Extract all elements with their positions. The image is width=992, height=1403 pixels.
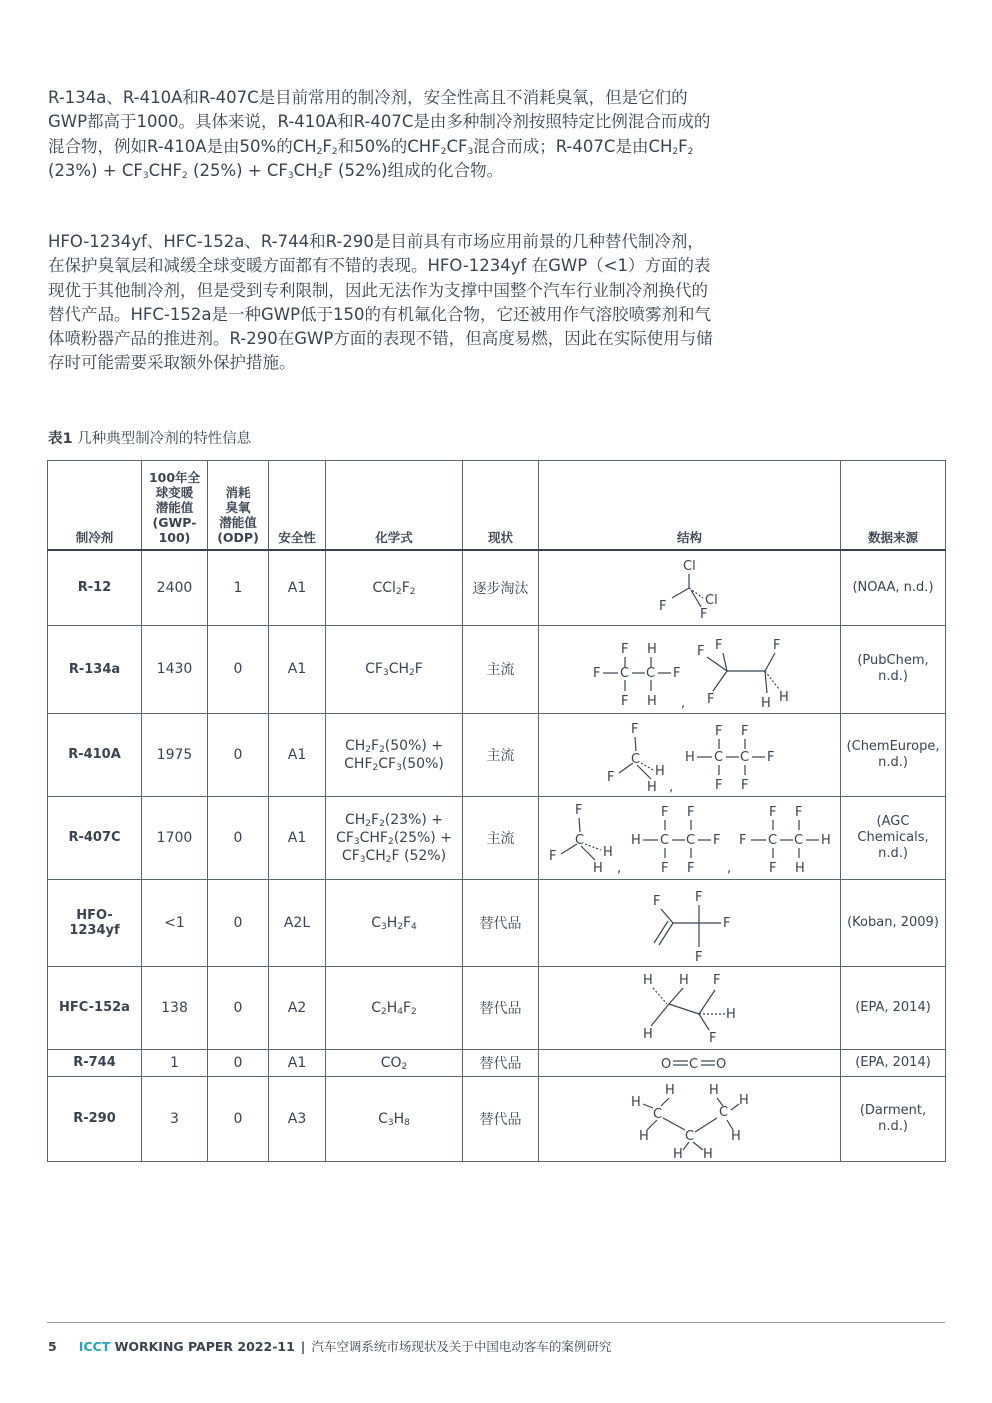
svg-text:H: H <box>639 1128 649 1144</box>
refrigerant-table <box>47 460 946 1162</box>
svg-text:F: F <box>741 777 749 793</box>
svg-text:H: H <box>703 1146 713 1160</box>
svg-text:C: C <box>719 1104 729 1120</box>
svg-text:F: F <box>549 848 557 864</box>
chemical-formula: $C_3H_2F_4$ <box>326 879 463 966</box>
svg-text:,: , <box>669 779 674 795</box>
table-caption-title: 几种典型制冷剂的特性信息 <box>72 431 252 447</box>
svg-text:F: F <box>697 644 705 659</box>
svg-text:H: H <box>647 694 657 709</box>
svg-text:Cl: Cl <box>683 558 696 574</box>
svg-text:F: F <box>715 723 723 739</box>
svg-text:C: C <box>794 832 804 848</box>
svg-text:F: F <box>707 692 715 707</box>
paragraph-intro: R-134a、R-410A和R-407C是目前常用的制冷剂，安全性高且不消耗臭氧，但是它们的GWP都高于1000。具体来说，R-410A和R-407C是由多种制冷剂按照特定比例混合而成的混合物，例如R-410A是由50%的$CH_2F_2$和50%的$CHF_2CF_3$混合而成；R-407C是由$CH_2F_2$ $(23\%) + CF_3CHF_2$ $(25\%) + CF_3CH_2F$ (52%)组成的化合物。 <box>48 88 711 181</box>
status: 主流 <box>463 713 539 796</box>
chemical-formula: $CH_2F_2(50\%)$ + $CHF_2CF_3(50\%)$ <box>326 713 463 796</box>
status: 主流 <box>463 796 539 879</box>
data-source: (PubChem, n.d.) <box>841 625 946 713</box>
odp-value: 0 <box>208 1049 269 1076</box>
structure-r290 <box>539 1076 841 1161</box>
chemical-formula: $C_2H_4F_2$ <box>326 966 463 1049</box>
svg-text:C: C <box>768 832 778 848</box>
svg-text:H: H <box>673 1146 683 1160</box>
svg-text:H: H <box>821 832 831 848</box>
gwp-value: 138 <box>142 966 208 1049</box>
svg-text:C: C <box>620 666 630 681</box>
status: 逐步淘汰 <box>463 550 539 625</box>
svg-text:F: F <box>593 666 601 681</box>
svg-text:F: F <box>739 832 747 848</box>
svg-text:F: F <box>695 889 703 905</box>
status: 替代品 <box>463 1076 539 1161</box>
paragraph-alternatives: HFO-1234yf、HFC-152a、R-744和R-290是目前具有市场应用前景的几种替代制冷剂，在保护臭氧层和减缓全球变暖方面都有不错的表现。HFO-1234yf 在GWP（<1）方面的表现优于其他制冷剂，但是受到专利限制，因此无法作为支撑中国整个汽车行业制冷剂换代的替代产品。HFC-152a是一种GWP低于150的有机氟化合物，它还被用作气溶胶喷雾剂和气体喷粉器产品的推进剂。R-290在GWP方面的表现不错，但高度易燃，因此在实际使用与储存时可能需要采取额外保护措施。 <box>48 232 713 373</box>
svg-text:H: H <box>643 972 653 988</box>
svg-text:H: H <box>647 779 657 795</box>
svg-text:F: F <box>653 893 661 909</box>
svg-text:F: F <box>713 832 721 848</box>
svg-text:H: H <box>685 749 695 765</box>
status: 主流 <box>463 625 539 713</box>
chemical-formula: $C_3H_8$ <box>326 1076 463 1161</box>
header-safety: 安全性 <box>269 461 326 551</box>
svg-text:H: H <box>631 832 641 848</box>
svg-text:H: H <box>665 1082 675 1098</box>
safety-class: A2L <box>269 879 326 966</box>
chemical-formula: $CH_2F_2(23\%)$ + $CF_3CHF_2(25\%)$ + $CF_3CH_2F$ (52%) <box>326 796 463 879</box>
svg-text:H: H <box>726 1006 736 1022</box>
odp-value: 1 <box>208 550 269 625</box>
safety-class: A1 <box>269 1049 326 1076</box>
svg-text:H: H <box>631 1094 641 1110</box>
chemical-formula: $CCl_2F_2$ <box>326 550 463 625</box>
odp-value: 0 <box>208 966 269 1049</box>
structure-r134a <box>539 625 841 713</box>
data-source: (EPA, 2014) <box>841 1049 946 1076</box>
svg-text:,: , <box>617 860 622 876</box>
odp-value: 0 <box>208 879 269 966</box>
svg-text:H: H <box>779 690 789 705</box>
table-row <box>48 550 946 625</box>
table-row <box>48 879 946 966</box>
structure-r410a <box>539 713 841 796</box>
svg-text:H: H <box>739 1092 749 1108</box>
footer-separator: | <box>300 1339 306 1354</box>
odp-value: 0 <box>208 625 269 713</box>
svg-text:F: F <box>661 860 669 876</box>
svg-text:F: F <box>769 860 777 876</box>
svg-text:F: F <box>795 804 803 820</box>
svg-text:H: H <box>647 642 657 657</box>
svg-text:F: F <box>631 721 639 737</box>
svg-text:F: F <box>741 723 749 739</box>
data-source: (EPA, 2014) <box>841 966 946 1049</box>
svg-text:F: F <box>700 606 708 622</box>
svg-text:H: H <box>795 860 805 876</box>
svg-text:H: H <box>643 1026 653 1042</box>
svg-text:H: H <box>709 1082 719 1098</box>
structure-hfo1234yf <box>539 879 841 966</box>
svg-text:O: O <box>716 1056 727 1072</box>
table-row <box>48 796 946 879</box>
safety-class: A3 <box>269 1076 326 1161</box>
svg-text:O: O <box>661 1056 672 1072</box>
data-source: (Darment, n.d.) <box>841 1076 946 1161</box>
header-gwp: 100年全 球变暖 潜能值 (GWP- 100) <box>142 461 208 551</box>
svg-text:F: F <box>661 804 669 820</box>
structure-r12 <box>539 550 841 625</box>
refrigerant-name: R-744 <box>48 1049 142 1076</box>
header-odp: 消耗 臭氧 潜能值 (ODP) <box>208 461 269 551</box>
table-header-row <box>48 461 946 551</box>
svg-text:H: H <box>761 696 771 711</box>
data-source: (NOAA, n.d.) <box>841 550 946 625</box>
svg-text:Cl: Cl <box>705 592 718 608</box>
safety-class: A1 <box>269 625 326 713</box>
svg-text:F: F <box>695 949 703 965</box>
svg-text:F: F <box>767 749 775 765</box>
svg-text:F: F <box>575 802 583 818</box>
svg-text:,: , <box>681 696 686 711</box>
table-row <box>48 1049 946 1076</box>
svg-text:F: F <box>607 769 615 785</box>
svg-text:F: F <box>773 638 781 653</box>
safety-class: A1 <box>269 796 326 879</box>
structure-r744 <box>539 1049 841 1076</box>
odp-value: 0 <box>208 1076 269 1161</box>
svg-text:C: C <box>653 1106 663 1122</box>
svg-text:F: F <box>715 777 723 793</box>
gwp-value: 1430 <box>142 625 208 713</box>
data-source: (AGC Chemicals, n.d.) <box>841 796 946 879</box>
svg-text:,: , <box>727 860 732 876</box>
status: 替代品 <box>463 879 539 966</box>
chemical-formula: $CF_3CH_2F$ <box>326 625 463 713</box>
table-caption <box>48 429 251 449</box>
svg-text:F: F <box>715 638 723 653</box>
refrigerant-name: R-12 <box>48 550 142 625</box>
refrigerant-name: R-290 <box>48 1076 142 1161</box>
svg-text:F: F <box>621 642 629 657</box>
svg-text:F: F <box>709 1030 717 1046</box>
gwp-value: 2400 <box>142 550 208 625</box>
header-structure: 结构 <box>539 461 841 551</box>
svg-text:H: H <box>593 860 603 876</box>
svg-text:F: F <box>673 666 681 681</box>
svg-text:F: F <box>713 972 721 988</box>
page-footer <box>48 1337 611 1355</box>
footer-divider <box>47 1322 945 1323</box>
svg-text:C: C <box>575 832 585 848</box>
status: 替代品 <box>463 1049 539 1076</box>
svg-text:C: C <box>685 1128 695 1144</box>
svg-text:F: F <box>621 694 629 709</box>
odp-value: 0 <box>208 796 269 879</box>
svg-text:H: H <box>603 844 613 860</box>
svg-text:C: C <box>714 749 724 765</box>
table-row <box>48 966 946 1049</box>
icct-label: ICCT <box>78 1339 111 1354</box>
refrigerant-name: R-410A <box>48 713 142 796</box>
svg-text:F: F <box>723 915 731 931</box>
safety-class: A1 <box>269 550 326 625</box>
safety-class: A2 <box>269 966 326 1049</box>
header-status: 现状 <box>463 461 539 551</box>
status: 替代品 <box>463 966 539 1049</box>
svg-text:H: H <box>679 972 689 988</box>
header-formula: 化学式 <box>326 461 463 551</box>
header-refrigerant: 制冷剂 <box>48 461 142 551</box>
svg-text:C: C <box>740 749 750 765</box>
safety-class: A1 <box>269 713 326 796</box>
svg-text:C: C <box>689 1056 699 1072</box>
svg-text:H: H <box>655 763 665 779</box>
table-row <box>48 1076 946 1161</box>
gwp-value: 3 <box>142 1076 208 1161</box>
refrigerant-name: R-407C <box>48 796 142 879</box>
svg-text:F: F <box>687 804 695 820</box>
structure-r407c <box>539 796 841 879</box>
gwp-value: 1975 <box>142 713 208 796</box>
table-row <box>48 713 946 796</box>
page-number: 5 <box>48 1339 57 1354</box>
svg-text:F: F <box>659 598 667 614</box>
table-caption-label: 表1 <box>48 431 73 447</box>
svg-text:H: H <box>731 1128 741 1144</box>
svg-text:C: C <box>686 832 696 848</box>
svg-text:F: F <box>687 860 695 876</box>
data-source: (Koban, 2009) <box>841 879 946 966</box>
refrigerant-name: R-134a <box>48 625 142 713</box>
gwp-value: <1 <box>142 879 208 966</box>
gwp-value: 1700 <box>142 796 208 879</box>
gwp-value: 1 <box>142 1049 208 1076</box>
structure-hfc152a <box>539 966 841 1049</box>
report-title: 汽车空调系统市场现状及关于中国电动客车的案例研究 <box>311 1339 612 1354</box>
data-source: (ChemEurope, n.d.) <box>841 713 946 796</box>
refrigerant-name: HFC-152a <box>48 966 142 1049</box>
svg-text:C: C <box>660 832 670 848</box>
table-row <box>48 625 946 713</box>
chemical-formula: $CO_2$ <box>326 1049 463 1076</box>
refrigerant-name: HFO-1234yf <box>48 879 142 966</box>
svg-text:F: F <box>769 804 777 820</box>
series-label: WORKING PAPER 2022-11 <box>110 1339 295 1354</box>
svg-text:C: C <box>646 666 656 681</box>
header-source: 数据来源 <box>841 461 946 551</box>
svg-text:C: C <box>631 751 641 767</box>
odp-value: 0 <box>208 713 269 796</box>
